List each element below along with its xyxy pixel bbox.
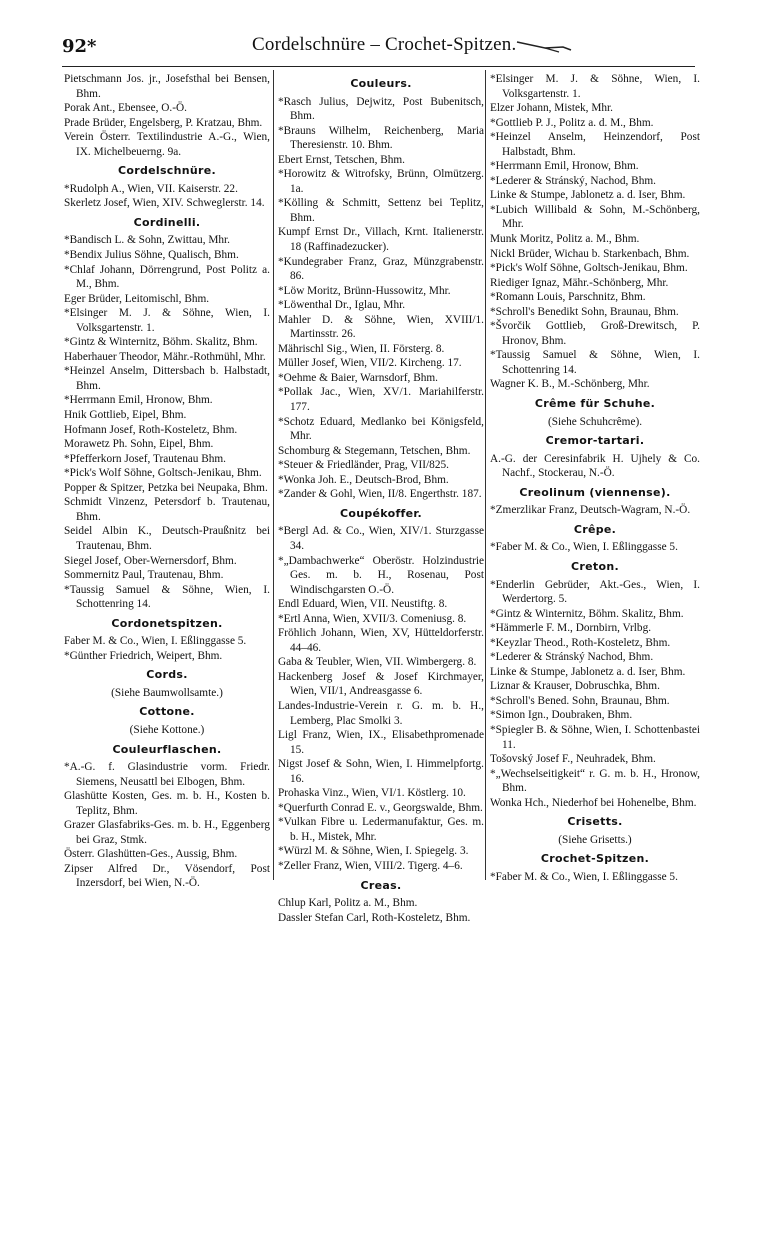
directory-entry: Hofmann Josef, Roth-Kosteletz, Bhm.: [64, 423, 238, 436]
directory-entry: Österr. Glashütten-Ges., Aussig, Bhm.: [64, 848, 238, 861]
directory-entry: Ebert Ernst, Tetschen, Bhm.: [278, 153, 406, 166]
directory-entry: Fröhlich Johann, Wien, XV, Hütteldorferstr. 44–46.: [278, 627, 484, 654]
directory-entry: *Pollak Jac., Wien, XV/1. Mariahilferstr. 177.: [278, 386, 484, 414]
directory-entry: *Faber M. & Co., Wien, I. Eßlinggasse 5.: [490, 541, 678, 554]
directory-entry: *Pick's Wolf Söhne, Goltsch-Jenikau, Bhm.: [490, 262, 688, 275]
column-right: [490, 72, 700, 884]
directory-entry: Ligl Franz, Wien, IX., Elisabethpromenade 15.: [278, 729, 484, 756]
directory-entry: *Heinzel Anselm, Dittersbach b. Halbstadt, Bhm.: [64, 365, 270, 392]
directory-entry: *„Wechselseitigkeit“ r. G. m. b. H., Hronow, Bhm.: [490, 767, 700, 795]
directory-entry: Morawetz Ph. Sohn, Eipel, Bhm.: [64, 438, 214, 451]
directory-entry: *Ertl Anna, Wien, XVII/3. Comeniusg. 8.: [278, 612, 467, 625]
directory-entry: *Lederer & Stránský Nachod, Bhm.: [490, 651, 654, 664]
directory-entry: *Kundegraber Franz, Graz, Münzgrabenstr. 86.: [278, 255, 484, 283]
directory-entry: *Keyzlar Theod., Roth-Kosteletz, Bhm.: [490, 636, 671, 649]
directory-entry: Riediger Ignaz, Mähr.-Schönberg, Mhr.: [490, 276, 669, 289]
directory-entry: Glashütte Kosten, Ges. m. b. H., Kosten b. Teplitz, Bhm.: [64, 790, 270, 817]
directory-entry: Schmidt Vinzenz, Petersdorf b. Trautenau, Bhm.: [64, 496, 270, 523]
directory-entry: Hnik Gottlieb, Eipel, Bhm.: [64, 409, 187, 422]
directory-entry: *Chlaf Johann, Dörrengrund, Post Politz a. M., Bhm.: [64, 263, 270, 291]
column-middle: [278, 72, 484, 925]
directory-entry: Grazer Glasfabriks-Ges. m. b. H., Eggenberg bei Graz, Stmk.: [64, 819, 270, 846]
directory-entry: *Zeller Franz, Wien, VIII/2. Tigerg. 4–6.: [278, 859, 463, 872]
directory-entry: Prohaska Vinz., Wien, VI/1. Köstlerg. 10.: [278, 787, 466, 800]
directory-entry: Landes-Industrie-Verein r. G. m. b. H., Lemberg, Plac Smolki 3.: [278, 699, 484, 727]
directory-entry: Siegel Josef, Ober-Wernersdorf, Bhm.: [64, 554, 237, 567]
directory-entry: Linke & Stumpe, Jablonetz a. d. Iser, Bhm.: [490, 189, 686, 202]
directory-entry: Eger Brüder, Leitomischl, Bhm.: [64, 292, 210, 305]
directory-entry: *Taussig Samuel & Söhne, Wien, I. Schottenring 14.: [490, 349, 700, 376]
directory-entry: *Taussig Samuel & Söhne, Wien, I. Schottenring 14.: [64, 583, 270, 611]
directory-entry: *Schroll's Benedikt Sohn, Braunau, Bhm.: [490, 305, 679, 318]
section-heading: Cordinelli.: [133, 215, 201, 229]
section-heading: Crisetts.: [567, 815, 623, 829]
directory-entry: *Querfurth Conrad E. v., Georgswalde, Bhm.: [278, 801, 483, 814]
directory-entry: *Faber M. & Co., Wien, I. Eßlinggasse 5.: [490, 870, 678, 883]
directory-entry: Elzer Johann, Mistek, Mhr.: [490, 102, 613, 115]
directory-entry: Faber M. & Co., Wien, I. Eßlinggasse 5.: [64, 635, 247, 648]
directory-entry: *Hämmerle F. M., Dornbirn, Vrlbg.: [490, 622, 652, 635]
pointing-hand-icon: [515, 38, 575, 54]
see-also-note: (Siehe Kottone.): [129, 723, 205, 736]
directory-entry: *Romann Louis, Parschnitz, Bhm.: [490, 291, 646, 304]
directory-entry: Skerletz Josef, Wien, XIV. Schweglerstr. 14.: [64, 197, 265, 210]
directory-entry: Dassler Stefan Carl, Roth-Kosteletz, Bhm.: [278, 911, 471, 924]
directory-entry: Porak Ant., Ebensee, O.-Ö.: [64, 102, 187, 115]
directory-entry: Liznar & Krauser, Dobruschka, Bhm.: [490, 680, 660, 693]
directory-entry: *Würzl M. & Söhne, Wien, I. Spiegelg. 3.: [278, 845, 469, 858]
directory-entry: *Enderlin Gebrüder, Akt.-Ges., Wien, I. Werdertorg. 5.: [490, 578, 700, 606]
section-heading: Coupékoffer.: [339, 506, 423, 520]
directory-entry: Munk Moritz, Politz a. M., Bhm.: [490, 233, 640, 246]
directory-entry: Gaba & Teubler, Wien, VII. Wimbergerg. 8.: [278, 656, 477, 669]
directory-entry: *Lederer & Stránský, Nachod, Bhm.: [490, 174, 656, 187]
directory-entry: *Pick's Wolf Söhne, Goltsch-Jenikau, Bhm.: [64, 467, 262, 480]
running-title: Cordelschnüre – Crochet-Spitzen.: [252, 34, 517, 55]
directory-entry: *Pfefferkorn Josef, Trautenau Bhm.: [64, 452, 227, 465]
directory-entry: *Gintz & Winternitz, Böhm. Skalitz, Bhm.: [490, 607, 684, 620]
directory-entry: A.-G. der Ceresinfabrik H. Ujhely & Co. Nachf., Stockerau, N.-Ö.: [490, 452, 700, 480]
directory-entry: *Rasch Julius, Dejwitz, Post Bubenitsch, Bhm.: [278, 95, 484, 123]
directory-entry: *Heinzel Anselm, Heinzendorf, Post Halbstadt, Bhm.: [490, 131, 700, 158]
see-also-note: (Siehe Grisetts.): [558, 833, 632, 846]
directory-entry: *Günther Friedrich, Weipert, Bhm.: [64, 649, 223, 662]
directory-entry: *Gottlieb P. J., Politz a. d. M., Bhm.: [490, 116, 654, 129]
directory-entry: *Herrmann Emil, Hronow, Bhm.: [64, 394, 213, 407]
directory-entry: *Švorčik Gottlieb, Groß-Drewitsch, P. Hronov, Bhm.: [490, 320, 700, 347]
column-divider-1: [273, 70, 274, 880]
section-heading: Creton.: [571, 559, 619, 573]
directory-entry: Mahler D. & Söhne, Wien, XVIII/1. Martinsstr. 26.: [278, 313, 484, 341]
directory-entry: Kumpf Ernst Dr., Villach, Krnt. Italienerstr. 18 (Raffinadezucker).: [278, 226, 484, 254]
directory-entry: *Schroll's Bened. Sohn, Braunau, Bhm.: [490, 694, 670, 707]
directory-entry: *Horowitz & Witrofsky, Brünn, Olmützerg. 1a.: [278, 168, 484, 195]
directory-entry: Popper & Spitzer, Petzka bei Neupaka, Bhm.: [64, 481, 268, 494]
section-heading: Crochet-Spitzen.: [540, 852, 650, 866]
directory-entry: Tošovský Josef F., Neuhradek, Bhm.: [490, 753, 656, 766]
directory-entry: *Elsinger M. J. & Söhne, Wien, I. Volksgartenstr. 1.: [490, 73, 700, 100]
directory-entry: *Brauns Wilhelm, Reichenberg, Maria Theresienstr. 10. Bhm.: [278, 124, 484, 152]
directory-entry: Prade Brüder, Engelsberg, P. Kratzau, Bhm.: [64, 116, 263, 129]
directory-entry: *A.-G. f. Glasindustrie vorm. Friedr. Siemens, Neusattl bei Elbogen, Bhm.: [64, 761, 270, 788]
section-heading: Crêpe.: [573, 522, 617, 536]
directory-entry: Zipser Alfred Dr., Vösendorf, Post Inzersdorf, bei Wien, N.-Ö.: [64, 862, 270, 890]
directory-entry: Mährischl Sig., Wien, II. Försterg. 8.: [278, 342, 445, 355]
directory-entry: Sommernitz Paul, Trautenau, Bhm.: [64, 569, 224, 582]
directory-entry: *Simon Ign., Doubraken, Bhm.: [490, 709, 633, 722]
directory-entry: Haberhauer Theodor, Mähr.-Rothmühl, Mhr.: [64, 350, 266, 363]
section-heading: Cordonetspitzen.: [111, 616, 223, 630]
directory-entry: *Oehme & Baier, Warnsdorf, Bhm.: [278, 371, 439, 384]
directory-entry: *Steuer & Friedländer, Prag, VII/825.: [278, 459, 449, 472]
directory-entry: *Bandisch L. & Sohn, Zwittau, Mhr.: [64, 234, 230, 247]
directory-entry: Chlup Karl, Politz a. M., Bhm.: [278, 897, 418, 910]
directory-entry: *Zmerzlikar Franz, Deutsch-Wagram, N.-Ö.: [490, 504, 691, 517]
directory-entry: *Bergl Ad. & Co., Wien, XIV/1. Sturzgasse 34.: [278, 525, 484, 552]
section-heading: Crême für Schuhe.: [534, 397, 656, 411]
directory-entry: Seidel Albin K., Deutsch-Praußnitz bei Trautenau, Bhm.: [64, 525, 270, 552]
directory-entry: *Elsinger M. J. & Söhne, Wien, I. Volksgartenstr. 1.: [64, 307, 270, 334]
directory-entry: *Vulkan Fibre u. Ledermanufaktur, Ges. m. b. H., Mistek, Mhr.: [278, 816, 484, 843]
directory-entry: *Wonka Joh. E., Deutsch-Brod, Bhm.: [278, 473, 449, 486]
header-rule: [62, 66, 695, 67]
section-heading: Cremor-tartari.: [545, 434, 645, 448]
directory-entry: Pietschmann Jos. jr., Josefsthal bei Bensen, Bhm.: [64, 73, 270, 100]
directory-entry: Nigst Josef & Sohn, Wien, I. Himmelpfortg. 16.: [278, 758, 484, 785]
section-heading: Cordelschnüre.: [118, 164, 216, 178]
directory-entry: *Bendix Julius Söhne, Qualisch, Bhm.: [64, 249, 239, 262]
section-heading: Cottone.: [139, 705, 195, 719]
directory-entry: *Lubich Willibald & Sohn, M.-Schönberg, Mhr.: [490, 203, 700, 231]
directory-entry: Hackenberg Josef & Josef Kirchmayer, Wien, VII/1, Andreasgasse 6.: [278, 670, 484, 698]
directory-entry: *Spiegler B. & Söhne, Wien, I. Schottenbastei 11.: [490, 723, 700, 751]
directory-entry: Verein Österr. Textilindustrie A.-G., Wien, IX. Michelbeuerng. 9a.: [64, 131, 270, 158]
directory-entry: Nickl Brüder, Wichau b. Starkenbach, Bhm.: [490, 247, 690, 260]
section-heading: Cords.: [146, 668, 188, 682]
directory-entry: *„Dambachwerke“ Oberöstr. Holzindustrie Ges. m. b. H., Rosenau, Post Windischgarsten O.-Ö.: [278, 554, 484, 596]
section-heading: Couleurs.: [350, 77, 412, 90]
directory-entry: *Zander & Gohl, Wien, II/8. Engerthstr. 187.: [278, 488, 482, 501]
directory-entry: Wonka Hch., Niederhof bei Hohenelbe, Bhm.: [490, 796, 697, 809]
section-heading: Creolinum (viennense).: [519, 485, 671, 499]
column-divider-2: [485, 70, 486, 880]
directory-entry: Endl Eduard, Wien, VII. Neustiftg. 8.: [278, 598, 448, 611]
directory-entry: *Löw Moritz, Brünn-Hussowitz, Mhr.: [278, 284, 451, 297]
see-also-note: (Siehe Baumwollsamte.): [111, 686, 223, 699]
directory-entry: Wagner K. B., M.-Schönberg, Mhr.: [490, 378, 650, 391]
directory-entry: *Kölling & Schmitt, Settenz bei Teplitz, Bhm.: [278, 197, 484, 224]
page-number: 92*: [62, 36, 97, 57]
directory-entry: *Schotz Eduard, Medlanko bei Königsfeld, Mhr.: [278, 415, 484, 443]
directory-entry: *Herrmann Emil, Hronow, Bhm.: [490, 160, 639, 173]
directory-entry: Linke & Stumpe, Jablonetz a. d. Iser, Bhm.: [490, 665, 686, 678]
directory-entry: Schomburg & Stegemann, Tetschen, Bhm.: [278, 444, 471, 457]
column-left: [64, 72, 270, 891]
directory-entry: *Rudolph A., Wien, VII. Kaiserstr. 22.: [64, 182, 238, 195]
see-also-note: (Siehe Schuhcrême).: [547, 415, 643, 428]
section-heading: Creas.: [360, 878, 402, 892]
directory-entry: Müller Josef, Wien, VII/2. Kircheng. 17.: [278, 357, 462, 370]
directory-entry: *Löwenthal Dr., Iglau, Mhr.: [278, 299, 406, 312]
directory-entry: *Gintz & Winternitz, Böhm. Skalitz, Bhm.: [64, 336, 258, 349]
page-header: [62, 32, 722, 62]
section-heading: Couleurflaschen.: [112, 742, 222, 756]
